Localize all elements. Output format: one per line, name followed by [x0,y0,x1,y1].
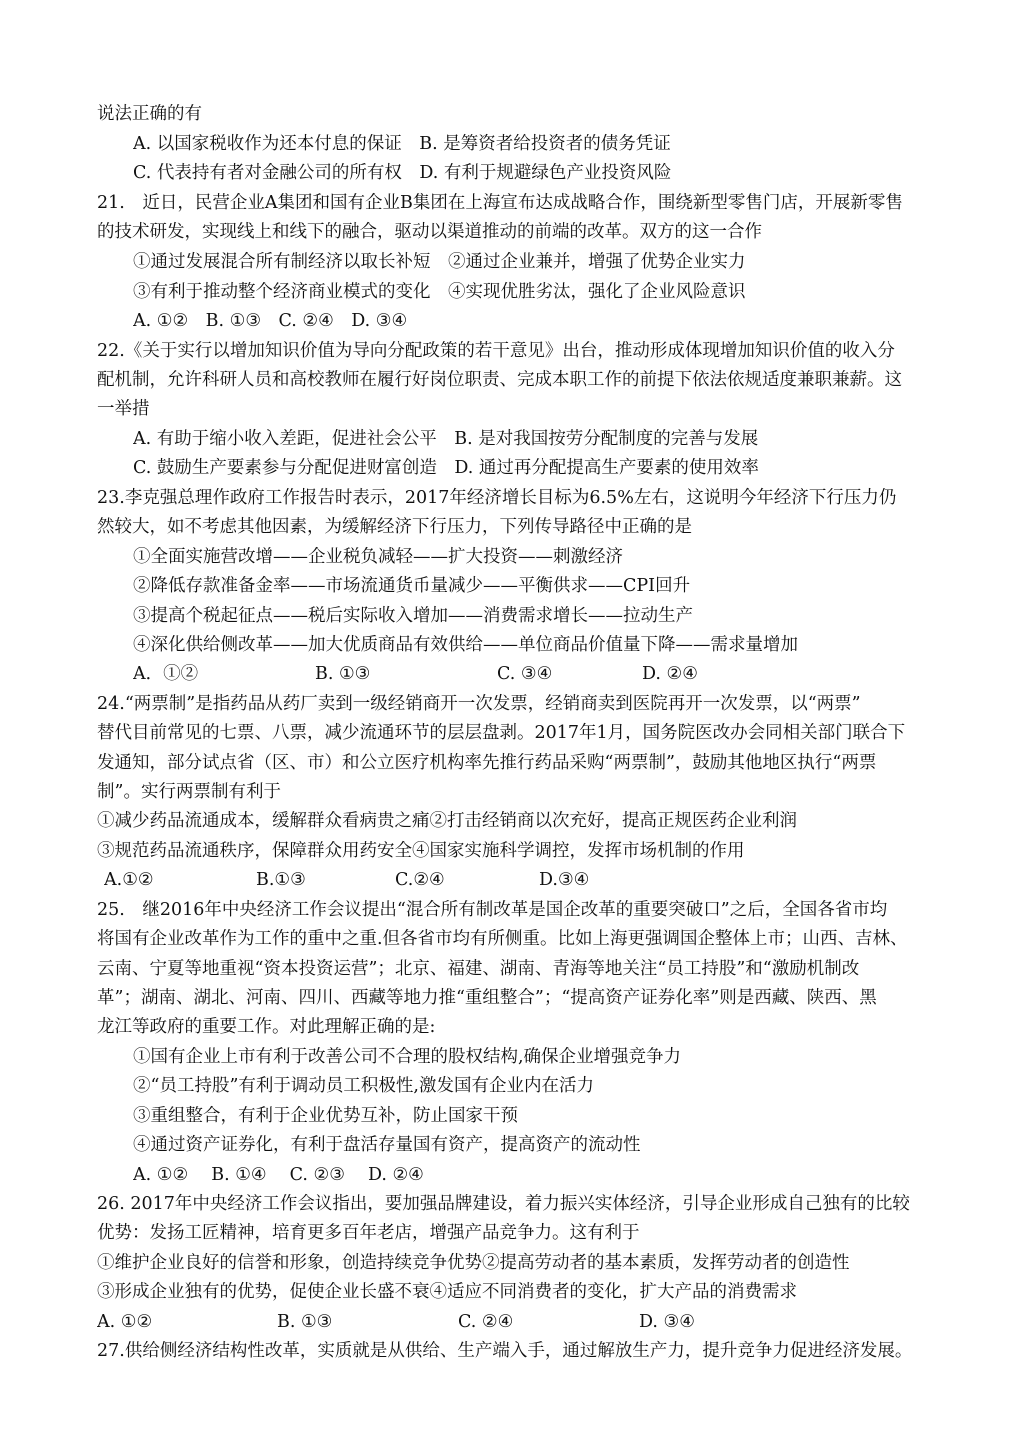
option-c: C. ②④ [458,1312,514,1332]
question-26: 26. 2017年中央经济工作会议指出，要加强品牌建设，着力振兴实体经济，引导企业形成自己独有的比较 [97,1194,910,1214]
question-27: 27.供给侧经济结构性改革，实质就是从供给、生产端入手，通过解放生产力，提升竞争力促进经济发展。 [97,1341,913,1361]
statement-line: ③有利于推动整个经济商业模式的变化 ④实现优胜劣汰，强化了企业风险意识 [133,282,746,302]
text-line: 配机制，允许科研人员和高校教师在履行好岗位职责、完成本职工作的前提下依法依规适度兼职兼薪。这 [97,370,902,390]
option-line [104,868,964,892]
statement-line: ②“员工持股”有利于调动员工积极性,激发国有企业内在活力 [133,1076,594,1096]
option-line: C. 代表持有者对金融公司的所有权 D. 有利于规避绿色产业投资风险 [133,163,672,183]
text-line: 云南、宁夏等地重视“资本投资运营”；北京、福建、湖南、青海等地关注“员工持股”和“激励机制改 [97,959,860,979]
question-24: 24.“两票制”是指药品从药厂卖到一级经销商开一次发票，经销商卖到医院再开一次发票，以“两票” [97,694,861,714]
text-line: 制”。实行两票制有利于 [97,782,281,802]
option-a: A. ①② [97,1312,153,1332]
statement-line: ①维护企业良好的信誉和形象，创造持续竞争优势②提高劳动者的基本素质，发挥劳动者的创造性 [97,1253,850,1273]
option-line: A. 以国家税收作为还本付息的保证 B. 是筹资者给投资者的债务凭证 [133,134,671,154]
option-b: B.①③ [256,870,306,890]
text-line: 说法正确的有 [97,104,202,124]
text-line: 发通知，部分试点省（区、市）和公立医疗机构率先推行药品采购“两票制”，鼓励其他地区执行“两票 [97,753,877,773]
statement-line: ③形成企业独有的优势，促使企业长盛不衰④适应不同消费者的变化，扩大产品的消费需求 [97,1282,797,1302]
statement-line: ④通过资产证券化，有利于盘活存量国有资产，提高资产的流动性 [133,1135,641,1155]
statement-line: ①全面实施营改增——企业税负减轻——扩大投资——刺激经济 [133,547,623,567]
statement-line: ③规范药品流通秩序，保障群众用药安全④国家实施科学调控，发挥市场机制的作用 [97,841,745,861]
text-line: 优势：发扬工匠精神，培育更多百年老店，增强产品竞争力。这有利于 [97,1223,640,1243]
option-b: B. ①③ [315,664,371,684]
option-c: C.②④ [395,870,445,890]
text-line: 龙江等政府的重要工作。对此理解正确的是: [97,1017,436,1037]
option-c: C. ③④ [497,664,553,684]
option-b: B. ①③ [277,1312,333,1332]
text-line: 的技术研发，实现线上和线下的融合，驱动以渠道推动的前端的改革。双方的这一合作 [97,222,762,242]
text-line: 将国有企业改革作为工作的重中之重.但各省市均有所侧重。比如上海更强调国企整体上市；山西、吉林、 [97,929,908,949]
option-line: A. ①② B. ①③ C. ②④ D. ③④ [133,311,408,331]
statement-line: ②降低存款准备金率——市场流通货币量减少——平衡供求——CPI回升 [133,576,691,596]
statement-line: ①国有企业上市有利于改善公司不合理的股权结构,确保企业增强竞争力 [133,1047,682,1067]
option-a: A．①② [133,664,199,684]
text-line: 革”；湖南、湖北、河南、四川、西藏等地力推“重组整合”；“提高资产证券化率”则是西藏、陕西、黑 [97,988,877,1008]
option-line [133,662,964,686]
option-d: D. ②④ [642,664,698,684]
option-line: A. ①② B. ①④ C. ②③ D. ②④ [133,1165,424,1185]
option-d: D.③④ [539,870,590,890]
statement-line: ③重组整合，有利于企业优势互补，防止国家干预 [133,1106,518,1126]
statement-line: ①减少药品流通成本，缓解群众看病贵之痛②打击经销商以次充好，提高正规医药企业利润 [97,811,797,831]
option-a: A.①② [104,870,154,890]
text-line: 替代目前常见的七票、八票，减少流通环节的层层盘剥。2017年1月，国务院医改办会同相关部门联合下 [97,723,906,743]
question-21: 21. 近日，民营企业A集团和国有企业B集团在上海宣布达成战略合作，围绕新型零售门店，开展新零售 [97,193,903,213]
question-23: 23.李克强总理作政府工作报告时表示，2017年经济增长目标为6.5%左右，这说明今年经济下行压力仍 [97,488,897,508]
statement-line: ①通过发展混合所有制经济以取长补短 ②通过企业兼并，增强了优势企业实力 [133,252,746,272]
text-line: 然较大，如不考虑其他因素，为缓解经济下行压力，下列传导路径中正确的是 [97,517,692,537]
statement-line: ③提高个税起征点——税后实际收入增加——消费需求增长——拉动生产 [133,606,693,626]
option-line [97,1310,964,1334]
option-line: A. 有助于缩小收入差距，促进社会公平 B. 是对我国按劳分配制度的完善与发展 [133,429,759,449]
option-d: D. ③④ [639,1312,695,1332]
option-line: C. 鼓励生产要素参与分配促进财富创造 D. 通过再分配提高生产要素的使用效率 [133,458,759,478]
question-22: 22.《关于实行以增加知识价值为导向分配政策的若干意见》出台，推动形成体现增加知识价值的收入分 [97,341,895,361]
question-25: 25. 继2016年中央经济工作会议提出“混合所有制改革是国企改革的重要突破口”之后，全国各省市均 [97,900,888,920]
text-line: 一举措 [97,399,150,419]
statement-line: ④深化供给侧改革——加大优质商品有效供给——单位商品价值量下降——需求量增加 [133,635,798,655]
